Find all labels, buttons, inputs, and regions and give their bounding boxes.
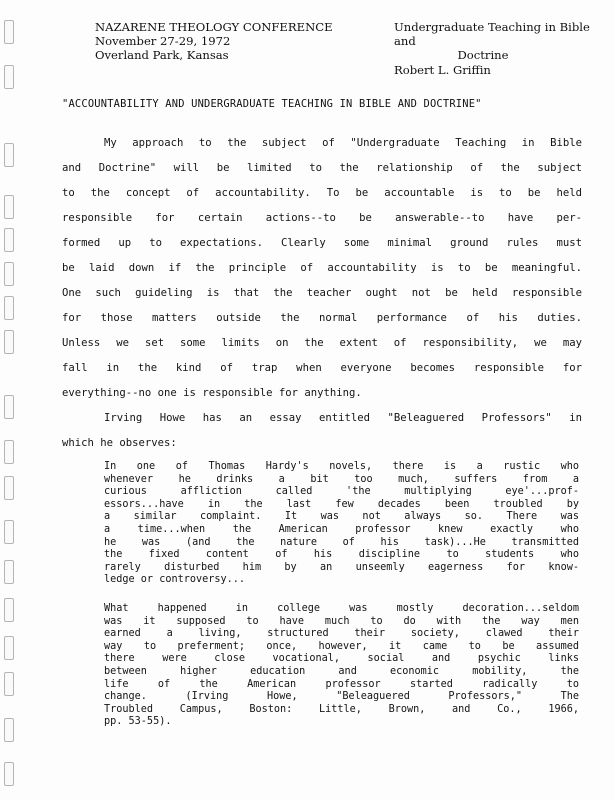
paper-author: Robert L. Griffin — [394, 62, 491, 77]
paragraph-line: and Doctrine" will be limited to the relationship of the subject — [62, 162, 582, 174]
quote-line: between higher education and economic mobility, the — [104, 665, 579, 677]
quote-line: a time...when the American professor knew exactly who — [104, 523, 579, 535]
binder-hole — [4, 718, 14, 742]
conference-dates: November 27-29, 1972 — [95, 34, 231, 49]
document-title: "ACCOUNTABILITY AND UNDERGRADUATE TEACHING IN BIBLE AND DOCTRINE" — [62, 98, 482, 110]
binder-hole — [4, 672, 14, 696]
document-body — [62, 136, 582, 461]
binder-hole — [4, 762, 14, 786]
quote-line: essors...have in the last few decades been troubled by — [104, 498, 579, 510]
paper-info — [394, 20, 614, 77]
binder-hole — [4, 636, 14, 660]
binder-hole — [4, 296, 14, 320]
quote-line: he was (and the nature of his task)...He transmitted — [104, 536, 579, 548]
paragraph-line: Irving Howe has an essay entitled "Beleaguered Professors" in — [104, 412, 582, 424]
quote-line: Troubled Campus, Boston: Little, Brown, and Co., 1966, — [104, 703, 579, 715]
binder-hole — [4, 476, 14, 500]
quote-line: rarely disturbed him by an unseemly eagerness for know- — [104, 561, 579, 573]
paragraph-line: be laid down if the principle of accountability is to be meaningful. — [62, 262, 582, 274]
binder-hole — [4, 262, 14, 286]
binder-hole — [4, 20, 14, 44]
paper-title-line2: Doctrine — [457, 48, 509, 63]
conference-location: Overland Park, Kansas — [95, 48, 229, 63]
paper-title-line1: Undergraduate Teaching in Bible and — [394, 20, 590, 49]
block-quote-1 — [104, 461, 579, 587]
binder-hole — [4, 560, 14, 584]
quote-line: way to preferment; once, however, it came to be assumed — [104, 640, 579, 652]
paragraph-line: Unless we set some limits on the extent of responsibility, we may — [62, 337, 582, 349]
quote-line: whenever he drinks a bit too much, suffers from a — [104, 473, 579, 485]
conference-name: NAZARENE THEOLOGY CONFERENCE — [95, 20, 333, 34]
quote-line: the fixed content of his discipline to students who — [104, 549, 579, 561]
paragraph-line: responsible for certain actions--to be answerable--to have per- — [62, 212, 582, 224]
quote-line: life of the American professor started radically to — [104, 678, 579, 690]
quote-line: a similar complaint. It was not always so. There was — [104, 511, 579, 523]
block-quote-2 — [104, 603, 579, 729]
quote-line: pp. 53-55). — [104, 716, 172, 728]
quote-line: ledge or controversy... — [104, 574, 246, 586]
binder-hole — [4, 330, 14, 354]
binder-hole — [4, 598, 14, 622]
quote-line: change. (Irving Howe, "Beleaguered Professors," The — [104, 691, 579, 703]
paragraph-line: formed up to expectations. Clearly some minimal ground rules must — [62, 237, 582, 249]
paragraph-line: everything--no one is responsible for anything. — [62, 387, 362, 399]
binder-hole — [4, 228, 14, 252]
binder-hole — [4, 520, 14, 544]
quote-line: curious affliction called 'the multiplying eye'...prof- — [104, 486, 579, 498]
binder-hole — [4, 195, 14, 219]
quote-line: was it supposed to have much to do with the way men — [104, 615, 579, 627]
quote-line: In one of Thomas Hardy's novels, there is a rustic who — [104, 461, 579, 472]
quote-line: there were close vocational, social and psychic links — [104, 653, 579, 665]
paragraph-line: fall in the kind of trap when everyone becomes responsible for — [62, 362, 582, 374]
paragraph-line: for those matters outside the normal performance of his duties. — [62, 312, 582, 324]
paragraph-line: to the concept of accountability. To be accountable is to be held — [62, 187, 582, 199]
binder-hole — [4, 143, 14, 167]
paragraph-line: One such guideling is that the teacher ought not be held responsible — [62, 287, 582, 299]
paragraph-line: My approach to the subject of "Undergraduate Teaching in Bible — [104, 137, 582, 149]
binder-hole — [4, 65, 14, 89]
conference-info — [95, 20, 333, 63]
binder-holes — [2, 0, 16, 800]
paragraph-line: which he observes: — [62, 437, 177, 449]
binder-hole — [4, 395, 14, 419]
binder-hole — [4, 440, 14, 464]
quote-line: What happened in college was mostly decoration...seldom — [104, 603, 579, 614]
quote-line: earned a living, structured their society, clawed their — [104, 628, 579, 640]
